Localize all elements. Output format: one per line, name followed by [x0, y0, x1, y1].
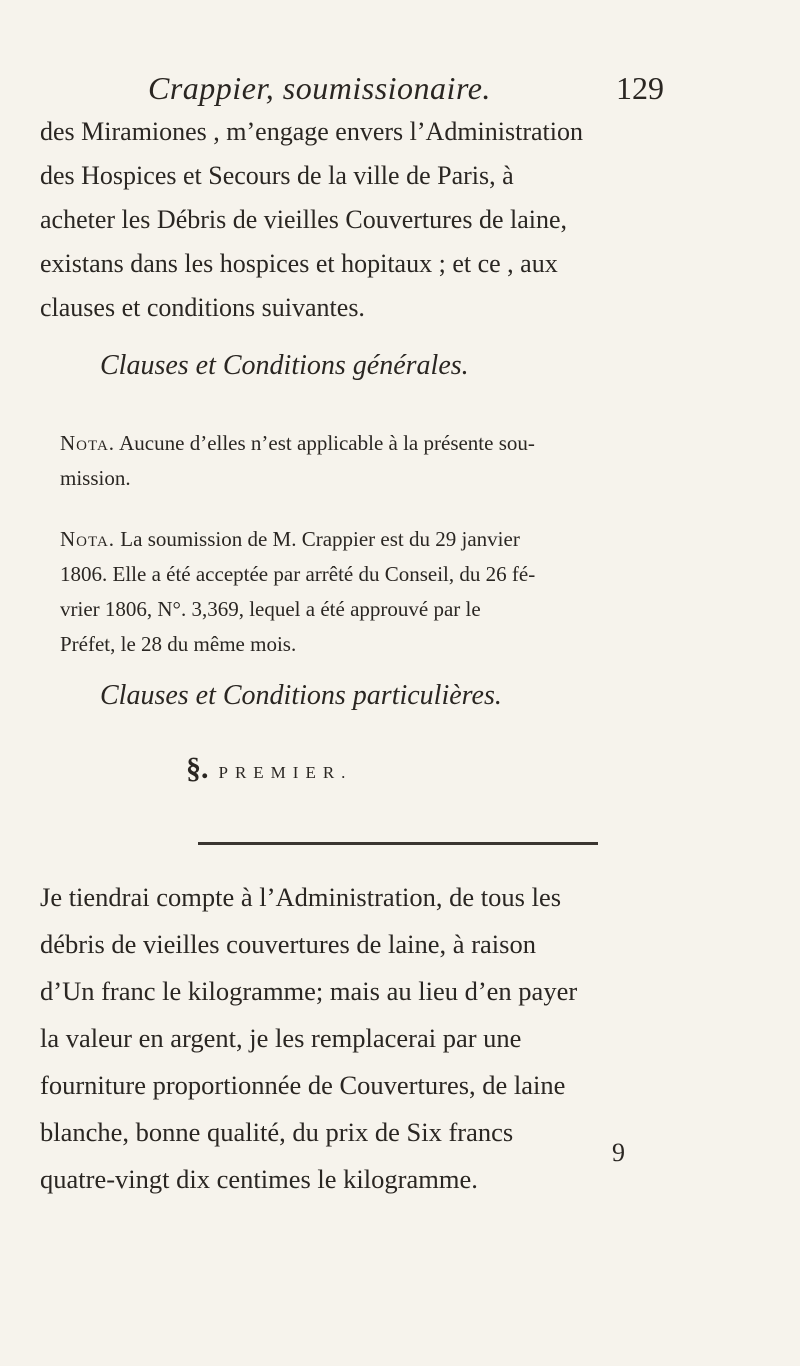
nota-text: Aucune d’elles n’est applicable à la présente sou-: [115, 431, 535, 455]
nota-line: 1806. Elle a été acceptée par arrêté du Conseil, du 26 fé-: [60, 562, 536, 586]
body-paragraph: [40, 874, 770, 1203]
nota-label: Nota.: [60, 431, 116, 455]
text-line: clauses et conditions suivantes.: [40, 293, 365, 322]
nota-line: vrier 1806, N°. 3,369, lequel a été approuvé par le: [60, 597, 481, 621]
text-line: d’Un franc le kilogramme; mais au lieu d’en payer: [40, 976, 578, 1006]
text-line: blanche, bonne qualité, du prix de Six francs: [40, 1117, 514, 1147]
text-line: quatre-vingt dix centimes le kilogramme.: [40, 1164, 478, 1194]
signature-mark: 9: [612, 1138, 625, 1167]
text-line: des Miramiones , m’engage envers l’Administration: [40, 117, 583, 146]
nota-line: [60, 522, 760, 557]
text-line: fourniture proportionnée de Couvertures, de laine: [40, 1070, 566, 1100]
general-clauses-heading: Clauses et Conditions générales.: [100, 350, 469, 381]
particular-clauses-heading: Clauses et Conditions particulières.: [100, 680, 502, 711]
nota-note-2: [60, 522, 760, 662]
text-line: acheter les Débris de vieilles Couvertures de laine,: [40, 205, 568, 234]
section-sign: §.: [186, 752, 209, 785]
intro-paragraph: [40, 110, 760, 330]
horizontal-rule: [198, 842, 598, 845]
nota-line: mission.: [60, 466, 131, 490]
text-line: Je tiendrai compte à l’Administration, de tous les: [40, 882, 562, 912]
nota-note-1: [60, 426, 760, 496]
text-line: existans dans les hospices et hopitaux ; et ce , aux: [40, 249, 558, 278]
text-line: débris de vieilles couvertures de laine, à raison: [40, 929, 536, 959]
nota-line: Préfet, le 28 du même mois.: [60, 632, 297, 656]
section-heading: [186, 752, 352, 786]
nota-line: [60, 426, 760, 461]
nota-label: Nota.: [60, 527, 116, 551]
nota-text: La soumission de M. Crappier est du 29 janvier: [115, 527, 520, 551]
section-title: PREMIER.: [218, 763, 353, 782]
page-number: 129: [616, 70, 664, 106]
text-line: la valeur en argent, je les remplacerai par une: [40, 1023, 522, 1053]
running-head: Crappier, soumissionaire.: [148, 70, 491, 106]
text-line: des Hospices et Secours de la ville de Paris, à: [40, 161, 514, 190]
